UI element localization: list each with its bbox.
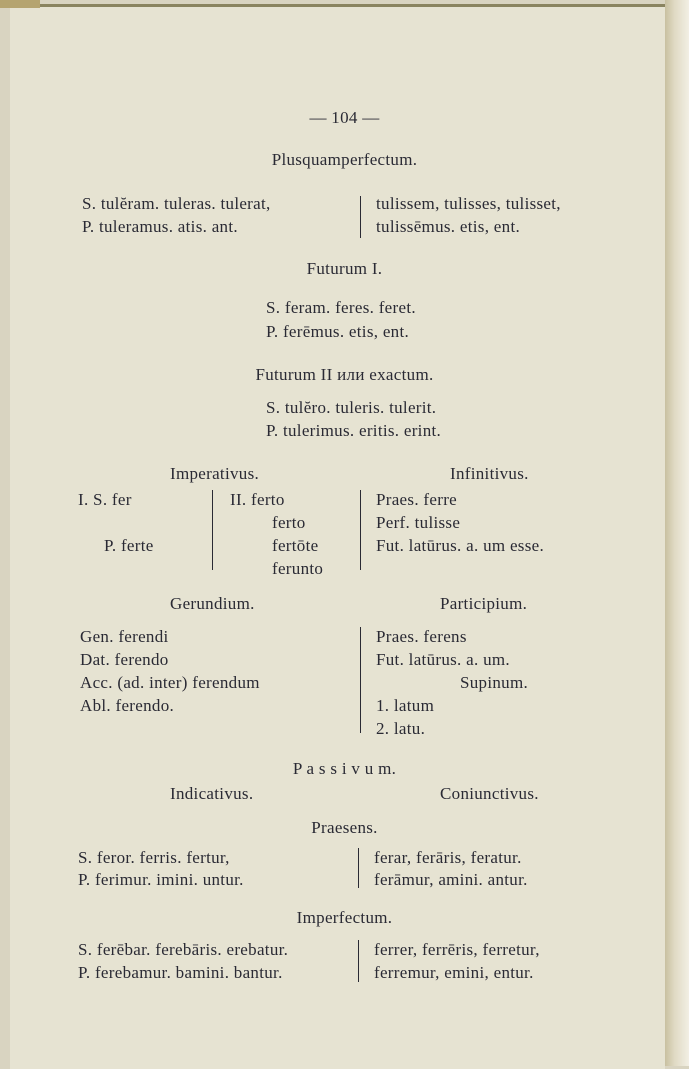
praesens-heading: Praesens.: [311, 818, 378, 837]
infinitivus-perf: Perf. tulisse: [376, 513, 461, 532]
imperfectum-heading: Imperfectum.: [296, 908, 393, 927]
gerundium-gen: Gen. ferendi: [80, 627, 169, 646]
imperfectum-subj-singular: ferrer, ferrēris, ferretur,: [374, 940, 540, 959]
infinitivus-fut: Fut. latūrus. a. um esse.: [376, 536, 545, 555]
divider: [212, 490, 213, 570]
divider: [360, 490, 361, 570]
futurum1-singular: S. feram. feres. feret.: [266, 298, 416, 317]
divider: [360, 627, 361, 733]
supinum-heading: Supinum.: [460, 673, 529, 692]
divider: [360, 196, 361, 238]
imperfectum-plural: P. ferebamur. bamini. bantur.: [78, 963, 283, 982]
imperativus-i-p: P. ferte: [104, 536, 154, 555]
imperativus-heading: Imperativus.: [170, 464, 260, 483]
page-corner: [0, 0, 40, 8]
gerundium-abl: Abl. ferendo.: [80, 696, 175, 715]
divider: [358, 940, 359, 982]
futurum2-singular: S. tulĕro. tuleris. tulerit.: [266, 398, 437, 417]
futurum2-heading: Futurum II или exactum.: [255, 365, 434, 384]
gerundium-heading: Gerundium.: [170, 594, 255, 613]
plusquamperfectum-heading: Plusquamperfectum.: [271, 150, 418, 169]
gerundium-acc: Acc. (ad. inter) ferendum: [80, 673, 260, 692]
infinitivus-praes: Praes. ferre: [376, 490, 457, 509]
divider: [358, 848, 359, 888]
praesens-subj-plural: ferāmur, amini. antur.: [374, 870, 528, 889]
infinitivus-heading: Infinitivus.: [450, 464, 529, 483]
participium-praes: Praes. ferens: [376, 627, 467, 646]
plusquam-subj-plural: tulissēmus. etis, ent.: [376, 217, 521, 236]
futurum1-heading: Futurum I.: [306, 259, 383, 278]
supinum-1: 1. latum: [376, 696, 435, 715]
imperfectum-singular: S. ferēbar. ferebāris. erebatur.: [78, 940, 289, 959]
plusquam-subj-singular: tulissem, tulisses, tulisset,: [376, 194, 561, 213]
imperativus-ii-1: II. ferto: [230, 490, 285, 509]
imperativus-i-s: I. S. fer: [78, 490, 132, 509]
futurum2-plural: P. tulerimus. eritis. erint.: [266, 421, 442, 440]
futurum1-plural: P. ferēmus. etis, ent.: [266, 322, 410, 341]
imperativus-ii-2: ferto: [272, 513, 306, 532]
passivum-heading: P a s s i v u m.: [292, 759, 397, 778]
coniunctivus-heading: Coniunctivus.: [440, 784, 539, 803]
gerundium-dat: Dat. ferendo: [80, 650, 169, 669]
praesens-subj-singular: ferar, ferāris, feratur.: [374, 848, 522, 867]
imperativus-ii-4: ferunto: [272, 559, 324, 578]
praesens-plural: P. ferimur. imini. untur.: [78, 870, 244, 889]
participium-heading: Participium.: [440, 594, 528, 613]
page-number: — 104 —: [309, 108, 380, 127]
imperativus-ii-3: fertōte: [272, 536, 319, 555]
imperfectum-subj-plural: ferremur, emini, entur.: [374, 963, 534, 982]
plusquam-singular: S. tulĕram. tuleras. tulerat,: [82, 194, 271, 213]
supinum-2: 2. latu.: [376, 719, 426, 738]
participium-fut: Fut. latūrus. a. um.: [376, 650, 510, 669]
plusquam-plural: P. tuleramus. atis. ant.: [82, 217, 238, 236]
indicativus-heading: Indicativus.: [170, 784, 254, 803]
praesens-singular: S. feror. ferris. fertur,: [78, 848, 230, 867]
